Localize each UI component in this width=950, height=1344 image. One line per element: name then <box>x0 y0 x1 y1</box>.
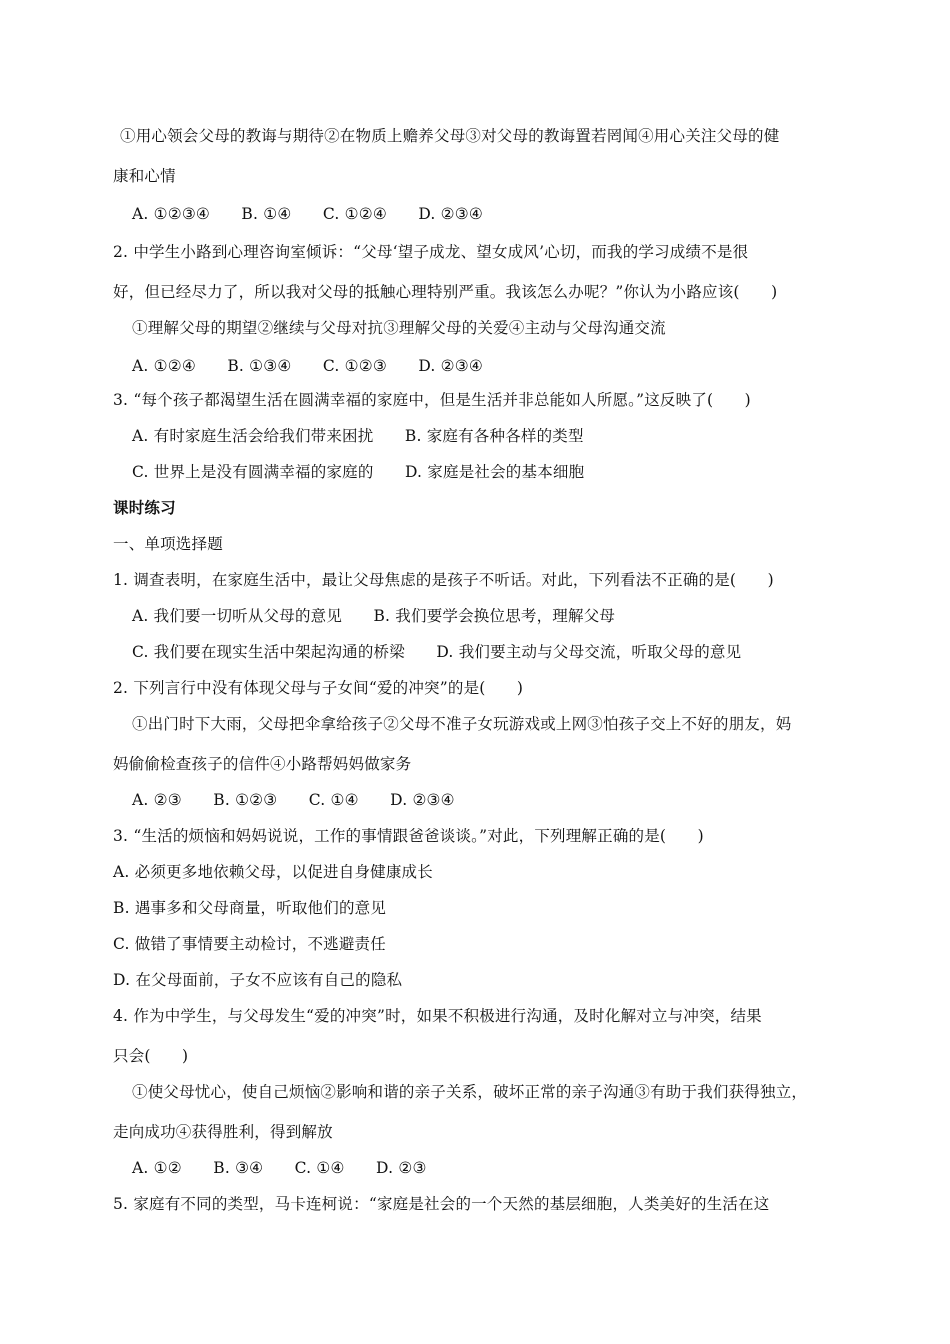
answer-choices: A. ①②④ B. ①③④ C. ①②③ D. ②③④ <box>132 357 483 375</box>
answer-choices: A. 有时家庭生活会给我们带来困扰 B. 家庭有各种各样的类型 <box>132 427 584 445</box>
question-stem: 2. 中学生小路到心理咨询室倾诉：“父母‘望子成龙、望女成风’心切，而我的学习成绩不是很 <box>113 243 749 261</box>
answer-choices: A. 我们要一切听从父母的意见 B. 我们要学会换位思考，理解父母 <box>132 607 616 625</box>
question-stem: 好，但已经尽力了，所以我对父母的抵触心理特别严重。我该怎么办呢？”你认为小路应该( ) <box>113 283 778 301</box>
question-stem: 3. “生活的烦恼和妈妈说说，工作的事情跟爸爸谈谈。”对此，下列理解正确的是( ) <box>113 827 704 845</box>
answer-option: B. 遇事多和父母商量，听取他们的意见 <box>113 899 387 917</box>
section-heading: 课时练习 <box>113 499 176 517</box>
question-stem: 4. 作为中学生，与父母发生“爱的冲突”时，如果不积极进行沟通，及时化解对立与冲突，结果 <box>113 1007 762 1025</box>
question-stem: 只会( ) <box>113 1047 189 1065</box>
question-stem: 3. “每个孩子都渴望生活在圆满幸福的家庭中，但是生活并非总能如人所愿。”这反映了( ) <box>113 391 751 409</box>
question-options-line: ①使父母忧心，使自己烦恼②影响和谐的亲子关系，破坏正常的亲子沟通③有助于我们获得独立， <box>132 1083 808 1101</box>
question-options-line: 妈偷偷检查孩子的信件④小路帮妈妈做家务 <box>113 755 412 773</box>
question-stem: 2. 下列言行中没有体现父母与子女间“爱的冲突”的是( ) <box>113 679 524 697</box>
subsection-heading: 一、单项选择题 <box>113 535 223 553</box>
answer-option: C. 做错了事情要主动检讨，不逃避责任 <box>113 935 386 953</box>
answer-option: D. 在父母面前，子女不应该有自己的隐私 <box>113 971 403 989</box>
answer-choices: C. 我们要在现实生活中架起沟通的桥梁 D. 我们要主动与父母交流，听取父母的意见 <box>132 643 742 661</box>
question-options-line: 走向成功④获得胜利，得到解放 <box>113 1123 333 1141</box>
answer-option: A. 必须更多地依赖父母，以促进自身健康成长 <box>113 863 433 881</box>
question-options-line: ①用心领会父母的教诲与期待②在物质上赡养父母③对父母的教诲置若罔闻④用心关注父母的健 <box>120 127 780 145</box>
question-options-line: ①出门时下大雨，父母把伞拿给孩子②父母不准子女玩游戏或上网③怕孩子交上不好的朋友，妈 <box>132 715 792 733</box>
question-stem: 1. 调查表明，在家庭生活中，最让父母焦虑的是孩子不听话。对此，下列看法不正确的是( ) <box>113 571 774 589</box>
answer-choices: A. ①② B. ③④ C. ①④ D. ②③ <box>132 1159 427 1177</box>
question-options-line: 康和心情 <box>113 167 176 185</box>
question-options-line: ①理解父母的期望②继续与父母对抗③理解父母的关爱④主动与父母沟通交流 <box>132 319 666 337</box>
question-stem: 5. 家庭有不同的类型，马卡连柯说：“家庭是社会的一个天然的基层细胞，人类美好的生活在这 <box>113 1195 770 1213</box>
answer-choices: A. ①②③④ B. ①④ C. ①②④ D. ②③④ <box>132 205 483 223</box>
answer-choices: A. ②③ B. ①②③ C. ①④ D. ②③④ <box>132 791 455 809</box>
answer-choices: C. 世界上是没有圆满幸福的家庭的 D. 家庭是社会的基本细胞 <box>132 463 585 481</box>
